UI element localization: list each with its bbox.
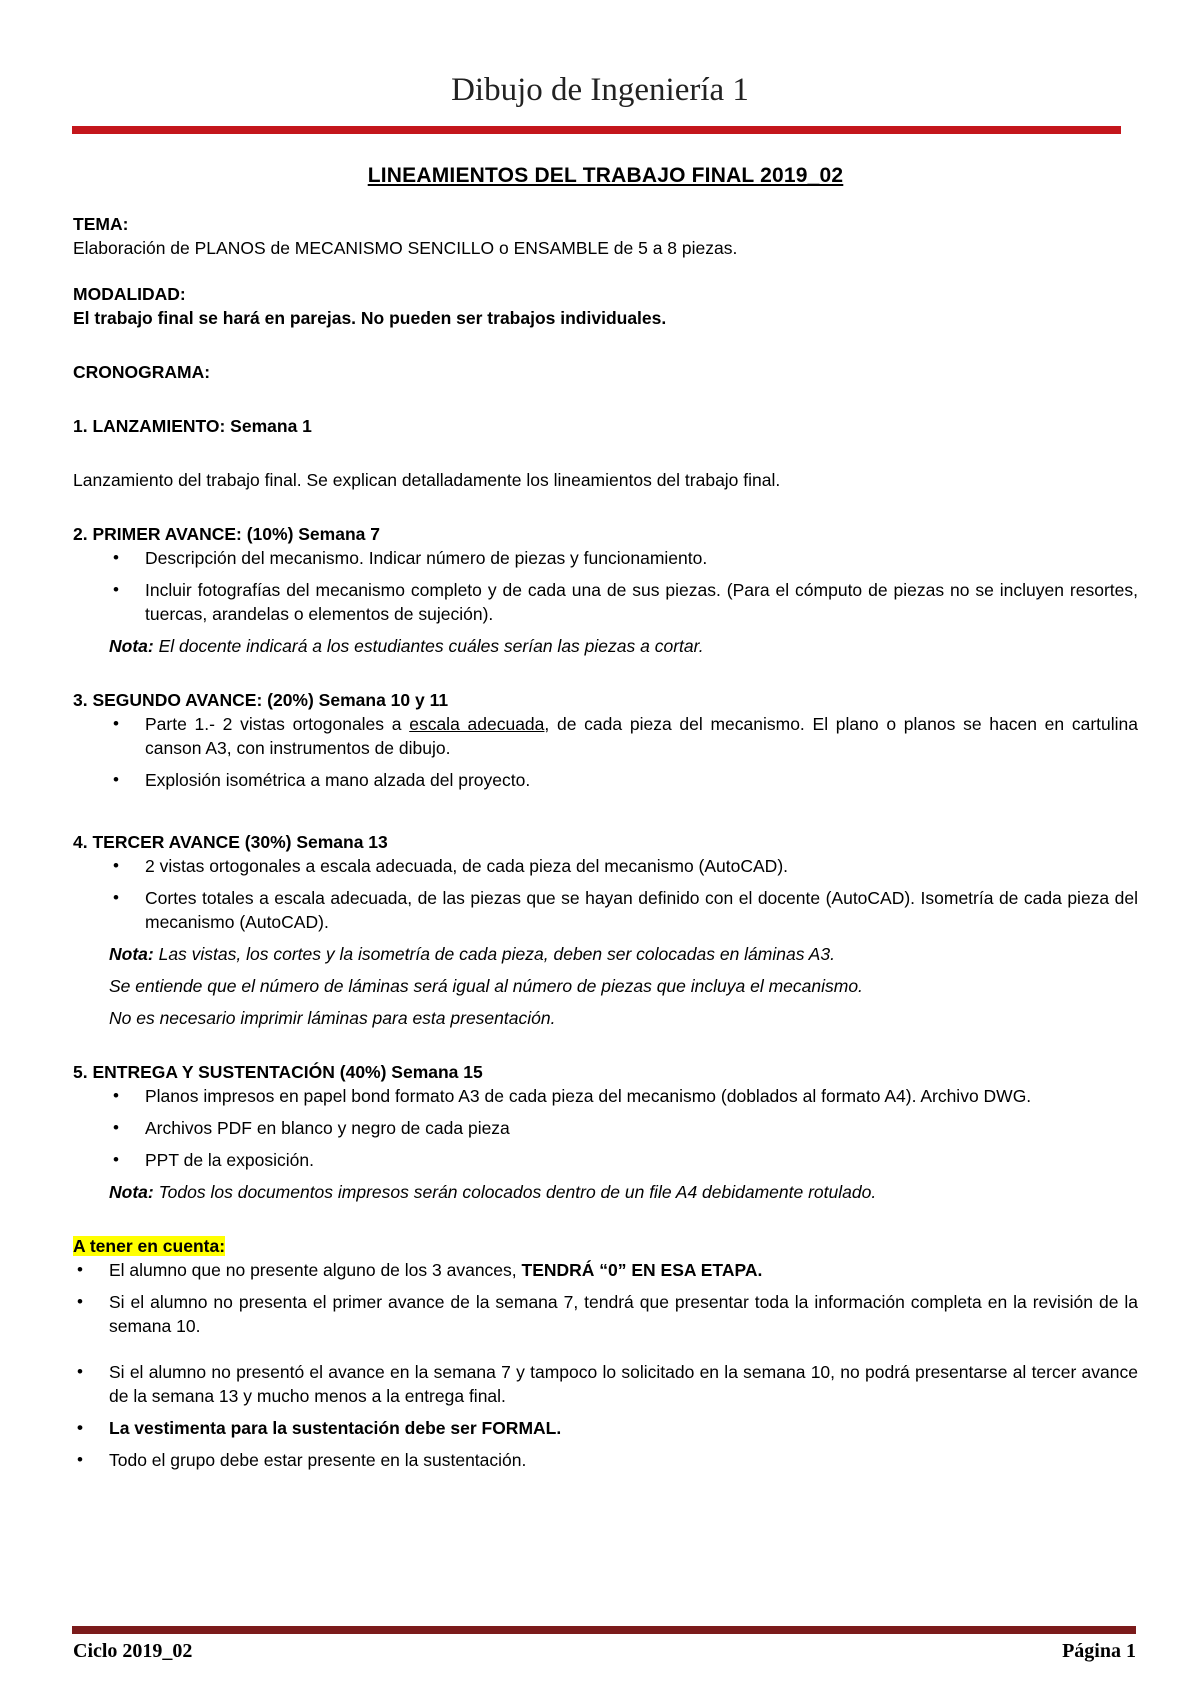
section-4-list <box>73 854 1138 934</box>
bullet-dot-icon: • <box>113 1150 119 1169</box>
tema-label: TEMA: <box>73 214 129 234</box>
list-item: • Archivos PDF en blanco y negro de cada pieza <box>113 1118 510 1138</box>
tener-en-cuenta-label: A tener en cuenta: <box>73 1236 226 1256</box>
section-5-note: Nota: Todos los documentos impresos serán colocados dentro de un file A4 debidamente rotulado. <box>109 1182 877 1202</box>
list-item: • PPT de la exposición. <box>113 1150 314 1170</box>
bullet-dot-icon: • <box>77 1418 83 1437</box>
list-item: • Si el alumno no presenta el primer avance de la semana 7, tendrá que presentar toda la información completa en la revisión de la semana 10. <box>77 1292 1138 1336</box>
header-title: Dibujo de Ingeniería 1 <box>451 72 749 108</box>
tema-text: Elaboración de PLANOS de MECANISMO SENCILLO o ENSAMBLE de 5 a 8 piezas. <box>73 238 738 258</box>
footer-page-number: Página 1 <box>1062 1640 1136 1662</box>
list-item: • Descripción del mecanismo. Indicar número de piezas y funcionamiento. <box>113 548 708 568</box>
bullet-dot-icon: • <box>77 1362 83 1381</box>
bullet-dot-icon: • <box>77 1450 83 1469</box>
list-item: • La vestimenta para la sustentación debe ser FORMAL. <box>77 1418 562 1438</box>
section-2-list <box>73 546 1138 626</box>
list-item: • Planos impresos en papel bond formato A3 de cada pieza del mecanismo (doblados al formato A4). Archivo DWG. <box>113 1086 1032 1106</box>
bullet-dot-icon: • <box>113 714 119 733</box>
list-item: • Si el alumno no presentó el avance en la semana 7 y tampoco lo solicitado en la semana 10, no podrá presentarse al tercer avance de la semana 13 y mucho menos a la entrega final. <box>77 1362 1138 1406</box>
cronograma-label: CRONOGRAMA: <box>73 362 211 382</box>
bullet-dot-icon: • <box>113 1118 119 1137</box>
section-4-note: Nota: Las vistas, los cortes y la isometría de cada pieza, deben ser colocadas en láminas A3. <box>109 944 835 964</box>
section-2-note: Nota: El docente indicará a los estudiantes cuáles serían las piezas a cortar. <box>109 636 704 656</box>
section-4-heading: 4. TERCER AVANCE (30%) Semana 13 <box>73 832 388 852</box>
section-4-note-3: No es necesario imprimir láminas para esta presentación. <box>109 1008 556 1028</box>
list-item: • El alumno que no presente alguno de los 3 avances, TENDRÁ “0” EN ESA ETAPA. <box>77 1260 763 1280</box>
section-1-heading: 1. LANZAMIENTO: Semana 1 <box>73 416 312 436</box>
bullet-dot-icon: • <box>113 580 119 599</box>
section-4-note-2: Se entiende que el número de láminas será igual al número de piezas que incluya el mecanismo. <box>109 976 863 996</box>
section-5-list <box>73 1084 1138 1172</box>
modalidad-text: El trabajo final se hará en parejas. No pueden ser trabajos individuales. <box>73 308 667 328</box>
section-2-heading: 2. PRIMER AVANCE: (10%) Semana 7 <box>73 524 380 544</box>
bullet-dot-icon: • <box>113 888 119 907</box>
section-3-list <box>73 712 1138 792</box>
bullet-dot-icon: • <box>77 1260 83 1279</box>
list-item: • 2 vistas ortogonales a escala adecuada, de cada pieza del mecanismo (AutoCAD). <box>113 856 789 876</box>
modalidad-label: MODALIDAD: <box>73 284 186 304</box>
section-1-text: Lanzamiento del trabajo final. Se explican detalladamente los lineamientos del trabajo final. <box>73 470 781 490</box>
bullet-dot-icon: • <box>113 856 119 875</box>
header-rule <box>72 126 1121 134</box>
bullet-dot-icon: • <box>113 770 119 789</box>
bullet-dot-icon: • <box>113 548 119 567</box>
bullet-dot-icon: • <box>113 1086 119 1105</box>
list-item: • Todo el grupo debe estar presente en la sustentación. <box>77 1450 527 1470</box>
list-item: • Explosión isométrica a mano alzada del proyecto. <box>113 770 531 790</box>
document-title: LINEAMIENTOS DEL TRABAJO FINAL 2019_02 <box>367 164 844 187</box>
footer-rule <box>72 1626 1136 1634</box>
bullet-dot-icon: • <box>77 1292 83 1311</box>
section-5-heading: 5. ENTREGA Y SUSTENTACIÓN (40%) Semana 15 <box>73 1062 483 1082</box>
footer-cycle: Ciclo 2019_02 <box>73 1640 193 1662</box>
tener-en-cuenta-list <box>73 1258 1138 1472</box>
document-body <box>73 162 1138 1480</box>
section-3-heading: 3. SEGUNDO AVANCE: (20%) Semana 10 y 11 <box>73 690 449 710</box>
list-item: • Incluir fotografías del mecanismo completo y de cada una de sus piezas. (Para el cómputo de piezas no se incluyen resortes, tuercas, arandelas o elementos de sujeción). <box>113 580 1138 624</box>
list-item: • Parte 1.- 2 vistas ortogonales a escala adecuada, de cada pieza del mecanismo. El plano o planos se hacen en cartulina canson A3, con instrumentos de dibujo. <box>113 714 1138 758</box>
list-item: • Cortes totales a escala adecuada, de las piezas que se hayan definido con el docente (AutoCAD). Isometría de cada pieza del mecanismo (AutoCAD). <box>113 888 1138 932</box>
